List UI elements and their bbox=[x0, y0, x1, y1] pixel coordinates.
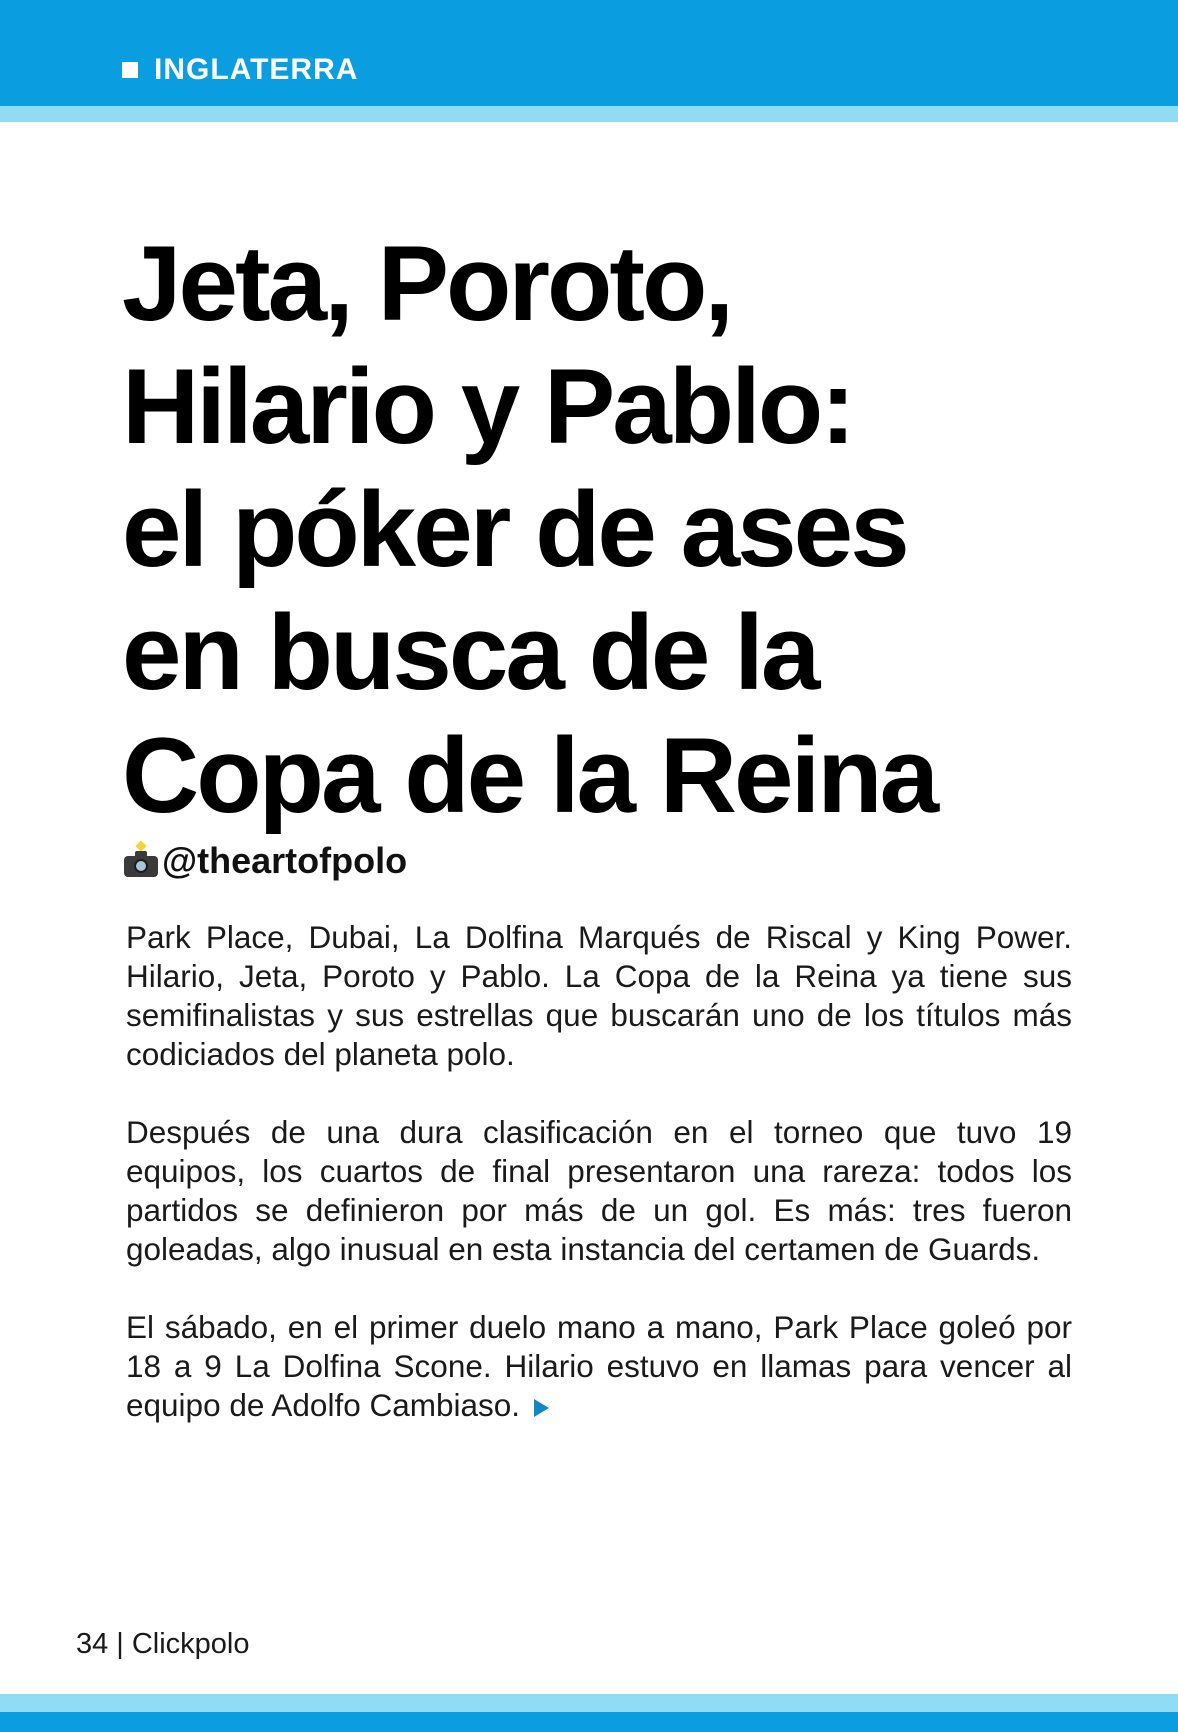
camera-icon bbox=[124, 851, 158, 877]
publication-name: Clickpolo bbox=[131, 1628, 250, 1660]
page-footer bbox=[76, 1626, 249, 1662]
article-body bbox=[126, 918, 1072, 1464]
article-title bbox=[122, 222, 1082, 837]
title-line: Jeta, Poroto, bbox=[122, 223, 732, 343]
title-line: en busca de la bbox=[122, 592, 818, 712]
square-icon bbox=[122, 62, 138, 78]
title-line: Copa de la Reina bbox=[122, 715, 937, 835]
section-name: INGLATERRA bbox=[154, 53, 359, 86]
play-arrow-icon bbox=[534, 1399, 549, 1417]
footer-stripe bbox=[0, 1694, 1178, 1712]
section-label bbox=[122, 50, 358, 90]
article-paragraph: Después de una dura clasificación en el torneo que tuvo 19 equipos, los cuartos de final presentaron una rareza: todos los partidos se definieron por más de un gol. Es más: tres fueron goleadas, algo inusual en esta instancia del certamen de Guards. bbox=[126, 1114, 1072, 1267]
article-paragraph-text: El sábado, en el primer duelo mano a mano, Park Place goleó por 18 a 9 La Dolfina Scone. Hilario estuvo en llamas para vencer al equipo de Adolfo Cambiaso. bbox=[126, 1309, 1072, 1423]
article-paragraph: Park Place, Dubai, La Dolfina Marqués de Riscal y King Power. Hilario, Jeta, Poroto y Pablo. La Copa de la Reina ya tiene sus semifinalistas y sus estrellas que buscarán uno de los títulos más codiciados del planeta polo. bbox=[126, 919, 1072, 1072]
footer-band bbox=[0, 1712, 1178, 1732]
header-stripe bbox=[0, 106, 1178, 122]
footer-separator: | bbox=[116, 1628, 124, 1660]
photo-credit bbox=[124, 838, 407, 884]
title-line: el póker de ases bbox=[122, 469, 907, 589]
title-line: Hilario y Pablo: bbox=[122, 346, 853, 466]
photo-credit-handle: @theartofpolo bbox=[162, 840, 408, 881]
article-paragraph-last bbox=[126, 1308, 1072, 1425]
page-number: 34 bbox=[76, 1628, 109, 1660]
